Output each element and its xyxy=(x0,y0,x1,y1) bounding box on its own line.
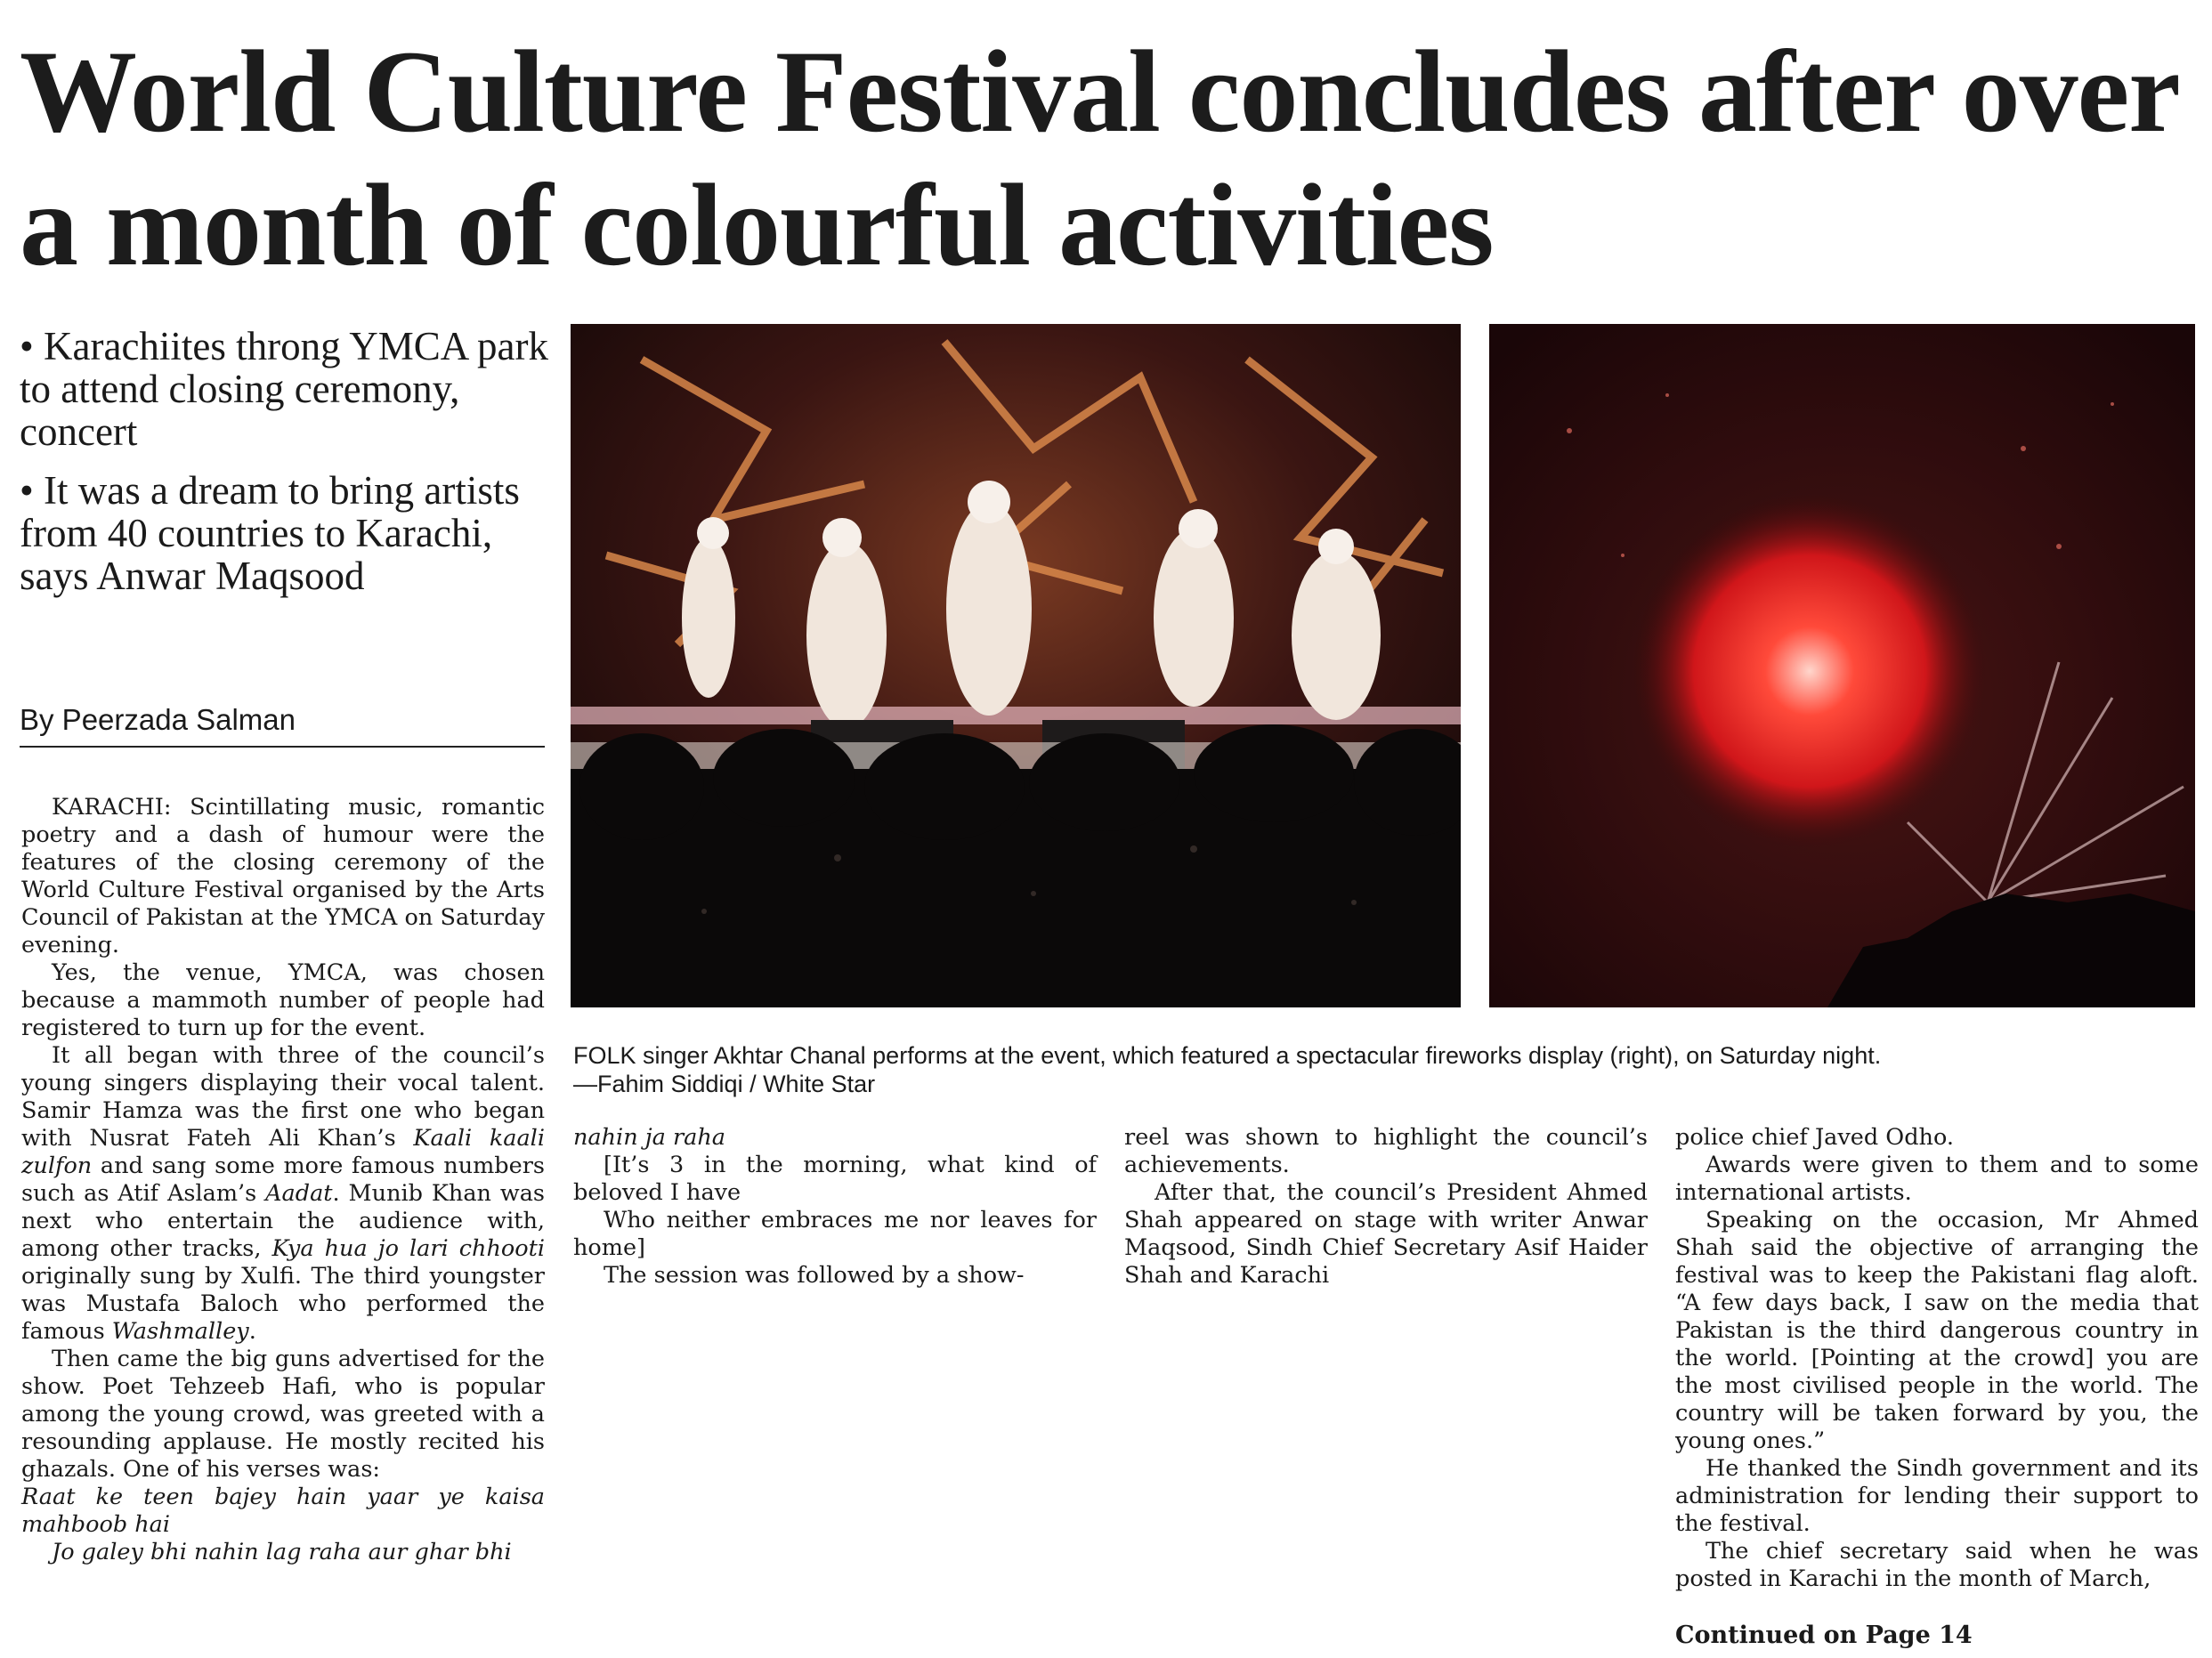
photo-caption xyxy=(573,1041,2193,1098)
story-highlights xyxy=(20,325,554,613)
caption-text: FOLK singer Akhtar Chanal performs at the event, which featured a spectacular fireworks display (right), on Saturday night. xyxy=(573,1042,1882,1069)
continued-on-page-link[interactable]: Continued on Page 14 xyxy=(1675,1622,1973,1649)
paragraph: After that, the council’s President Ahmed Shah appeared on stage with writer Anwar Maqsood, Sindh Chief Secretary Asif Haider Shah and Karachi xyxy=(1124,1179,1648,1289)
photo-credit: —Fahim Siddiqi / White Star xyxy=(573,1071,876,1097)
article-column-2 xyxy=(573,1124,1097,1290)
article-column-3 xyxy=(1124,1124,1648,1290)
byline: By Peerzada Salman xyxy=(20,703,545,748)
verse-line: Jo galey bhi nahin lag raha aur ghar bhi xyxy=(52,1539,512,1565)
paragraph: Who neither embraces me nor leaves for home] xyxy=(573,1207,1097,1261)
paragraph: He thanked the Sindh government and its administration for lending their support to the festival. xyxy=(1675,1455,2199,1537)
paragraph: Speaking on the occasion, Mr Ahmed Shah said the objective of arranging the festival was to keep the Pakistani flag aloft. “A few days back, I saw on the media that Pakistan is the third dangerous country in the world. [Pointing at the crowd] you are the most civilised people in the world. The country will be taken forward by you, the young ones.” xyxy=(1675,1207,2199,1454)
highlight-item: • It was a dream to bring artists from 40 countries to Karachi, says Anwar Maqsood xyxy=(20,469,554,597)
fireworks-photo xyxy=(1489,324,2195,1007)
paragraph: Yes, the venue, YMCA, was chosen because a mammoth number of people had registered to turn up for the event. xyxy=(21,959,545,1041)
article-column-1 xyxy=(21,794,545,1566)
paragraph: reel was shown to highlight the council’s achievements. xyxy=(1124,1124,1648,1178)
paragraph: Awards were given to them and to some international artists. xyxy=(1675,1152,2199,1206)
paragraph: Then came the big guns advertised for the show. Poet Tehzeeb Hafi, who is popular among the young crowd, was greeted with a resounding applause. He mostly recited his ghazals. One of his verses was: xyxy=(21,1346,545,1483)
verse-line: Raat ke teen bajey hain yaar ye kaisa mahboob hai xyxy=(21,1484,545,1538)
paragraph: The session was followed by a show- xyxy=(604,1262,1025,1289)
highlight-item: • Karachiites throng YMCA park to attend closing ceremony, concert xyxy=(20,325,554,453)
verse-line: nahin ja raha xyxy=(573,1124,725,1151)
paragraph: [It’s 3 in the morning, what kind of beloved I have xyxy=(573,1152,1097,1206)
paragraph: police chief Javed Odho. xyxy=(1675,1124,1954,1151)
concert-stage-photo xyxy=(571,324,1461,1007)
paragraph: It all began with three of the council’s young singers displaying their vocal talent. Samir Hamza was the first one who began with Nusrat Fateh Ali Khan’s Kaali kaali zulfon and sang some more famous numbers such as Atif Aslam’s Aadat. Munib Khan was next who entertain the audience with, among other tracks, Kya hua jo lari chhooti originally sung by Xulfi. The third youngster was Mustafa Baloch who performed the famous Washmalley. xyxy=(21,1042,545,1345)
article-column-4 xyxy=(1675,1124,2199,1593)
paragraph: KARACHI: Scintillating music, romantic poetry and a dash of humour were the features of the closing ceremony of the World Culture Festival organised by the Arts Council of Pakistan at the YMCA on Saturday evening. xyxy=(21,794,545,958)
paragraph: The chief secretary said when he was posted in Karachi in the month of March, xyxy=(1675,1538,2199,1592)
headline: World Culture Festival concludes after over a month of colourful activities xyxy=(20,26,2178,290)
